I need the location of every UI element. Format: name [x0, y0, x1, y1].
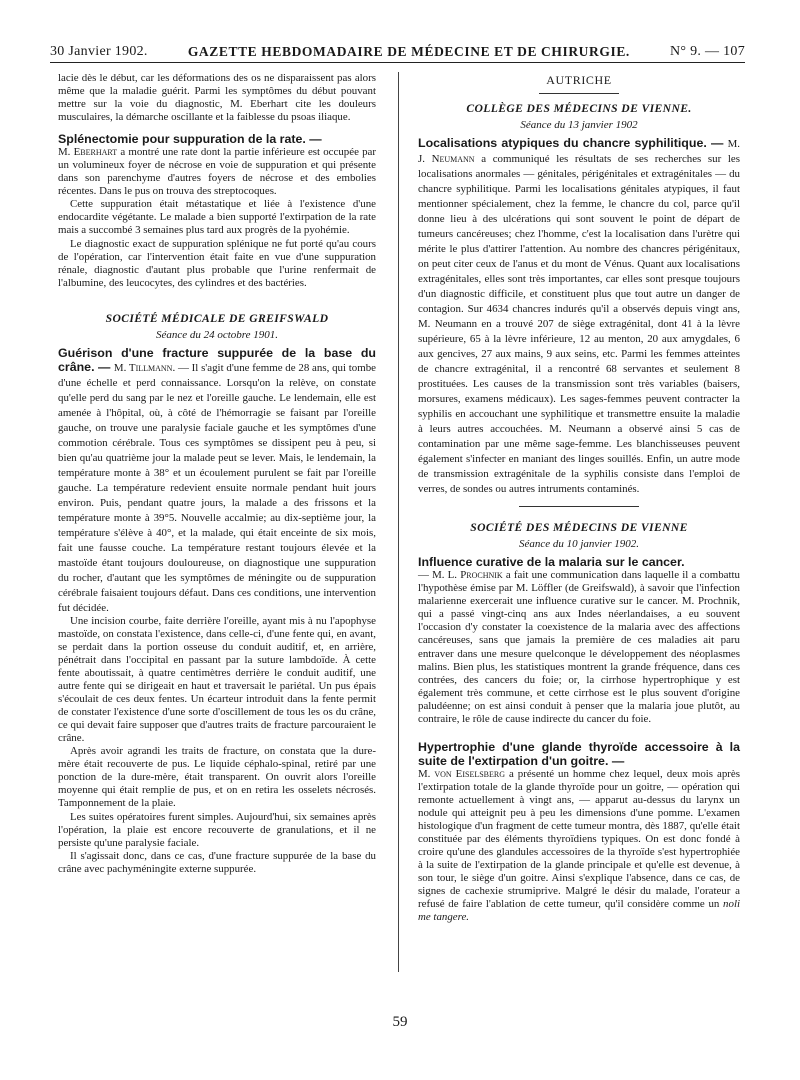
fracture-paragraph-5: Il s'agissait donc, dans ce cas, d'une fracture suppurée de la base du crâne avec pachyméningite externe suppurée. [58, 849, 376, 875]
journal-title: GAZETTE HEBDOMADAIRE DE MÉDECINE ET DE CHIRURGIE. [187, 44, 630, 59]
society-greifswald: SOCIÉTÉ MÉDICALE DE GREIFSWALD [105, 311, 329, 325]
society-medecins-vienne: SOCIÉTÉ DES MÉDECINS DE VIENNE [470, 521, 688, 535]
separator [519, 506, 639, 507]
issue-number: N° 9. — 107 [669, 44, 745, 59]
latin-phrase: noli me tangere. [418, 898, 740, 924]
author-name: M. von Eiselsberg [418, 767, 505, 780]
session-greifswald: Séance du 24 octobre 1901. [155, 328, 279, 341]
intro-paragraph: lacie dès le début, car les déformations des os ne disparaissent pas alors même que la maladie guérit. Parmi les symptômes du début pouvant mettre sur la voie du diagnostic, M. Eberhart cite les douleurs musculaires, la démarche oscillante et la faiblesse du psoas iliaque. [58, 72, 376, 124]
malaria-heading: Influence curative de la malaria sur le cancer. [418, 555, 685, 570]
splenectomy-paragraph-1: M. Eberhart a montré une rate dont la partie inférieure est occupée par un volumineux foyer de nécrose en voie de suppuration et qui présente dans son parenchyme d'autres foyers de nécrose et des embolies récentes. Dans le pus on trouva des streptocoques. [58, 146, 377, 198]
malaria-paragraph: — M. L. Prochnik a fait une communication dans laquelle il a combattu l'hypothèse émise par M. Löffler (de Greifswald), à savoir que l'infection malarienne exercerait une influence curative sur le cancer. M. Prochnik, qui a passé vingt-cinq ans aux Indes néerlandaises, a eu souvent l'occasion d'y constater la coexistence de la malaria avec des affections cancéreuses, sans que jamais la première de ces maladies ait paru entraver dans une mesure quelconque le développement des néoplasmes malins. Bien plus, les statistiques montrent la grande fréquence, dans ces contrées, des cancers du foie; or, la cirrhose hypertrophique y est également très commune, et cette cirrhose est le plus souvent d'origine paludéenne; on est ainsi conduit à penser que la malaria joue plutôt, au contraire, le rôle de cause indirecte du cancer du foie. [418, 569, 740, 725]
splenectomy-paragraph-3: Le diagnostic exact de suppuration splénique ne fut porté qu'au cours de l'opération, car l'intervention était faite en vue d'une suppuration rénale, diagnostic d'autant plus probable que l'urine renfermait de l'albumine, des leucocytes, des cylindres et des bactéries. [58, 237, 376, 289]
page-number: 59 [392, 1014, 408, 1030]
right-column [418, 72, 740, 924]
fracture-paragraph-3: Après avoir agrandi les traits de fracture, on constata que la dure-mère était recouverte de pus. Le liquide céphalo-spinal, retiré par une ponction de la dure-mère, était transparent. On ouvrit alors l'oreille moyenne qui était remplie de pus, et on en retira les osselets nécrosés. Tamponnement de la plaie. [58, 745, 376, 810]
splenectomy-heading: Splénectomie pour suppuration de la rate. — [58, 132, 322, 147]
issue-date: 30 Janvier 1902. [50, 44, 148, 59]
column-divider [398, 72, 399, 972]
running-header [50, 36, 745, 63]
author-name: M. J. Neumann [418, 138, 740, 166]
author-name: M. Tillmann. [113, 361, 176, 374]
author-name: M. Eberhart [58, 146, 118, 159]
session-college-vienne: Séance du 13 janvier 1902 [520, 119, 638, 132]
fracture-paragraph-2: Une incision courbe, faite derrière l'oreille, ayant mis à nu l'apophyse mastoïde, on constata l'existence, dans celle-ci, d'une fente qui, en avant, se perdait dans la portion osseuse du conduit auditif, et, en arrière, pénétrait dans l'occipital en passant par la suture lambdoïde. À cette fente aboutissait, à quatre centimètres derrière le conduit auditif, une autre fente qui se dirigeait en haut et traversait le pariétal. Un pus épais s'écoulait de ces deux fentes. Un écarteur introduit dans la fente permit de constater l'existence d'une sorte d'oscillement de tous les os du crâne, ce qui devait faire supposer que d'autres traits de fracture parcouraient le crâne. [58, 614, 376, 745]
session-medecins-vienne: Séance du 10 janvier 1902. [518, 538, 640, 551]
separator [539, 93, 619, 94]
splenectomy-paragraph-2: Cette suppuration était métastatique et liée à l'existence d'une endocardite végétante. Le malade a bien supporté l'extirpation de la rate mais a succombé 3 semaines plus tard aux progrès de la pyohémie. [58, 198, 376, 237]
country-heading: AUTRICHE [546, 73, 612, 87]
goitre-paragraph: M. von Eiselsberg a présenté un homme chez lequel, deux mois après l'extirpation totale de la glande thyroïde pour un goitre, — opération qui remonte actuellement à vingt ans, — apparut au-dessus du larynx un nodule qui atteignit peu à peu les dimensions d'une pomme. L'examen histologique d'un fragment de cette tumeur montra, dès 1887, qu'elle était constituée par des éléments thyroïdiens typiques. On est donc fondé à croire qu'une des glandules accessoires de la thyroïde s'est hypertrophiée à la suite de l'extirpation de la glande principale et qu'elle est devenue, à son tour, le siège d'un goitre. Ainsi s'explique l'absence, dans ce cas, de signes de cachexie strumiprive. Malgré le désir du malade, l'orateur a refusé de faire l'ablation de cette tumeur, qu'il considère comme un noli me tangere. [418, 767, 740, 924]
society-college-vienne: COLLÈGE DES MÉDECINS DE VIENNE. [466, 102, 692, 116]
author-name: — M. L. Prochnik [418, 569, 503, 582]
fracture-paragraph-4: Les suites opératoires furent simples. Aujourd'hui, six semaines après l'opération, la plaie est encore recouverte de granulations, et il ne persiste qu'une paralysie faciale. [58, 810, 376, 849]
fracture-heading: Guérison d'une fracture suppurée de la base du crâne. — M. Tillmann. — Il s'agit d'une femme de 28 ans, qui tombe d'une échelle et perd connaissance. Lorsqu'on la relève, on constate qu'elle perd du sang par le nez et l'oreille gauche. Le lendemain, elle est amenée à l'hôpital, où, à côté de l'hémorragie se faisant par l'oreille gauche, on trouve une paralysie faciale gauche et les symptômes d'une commotion cérébrale. Tous ces symptômes se dissipent peu à peu, si bien qu'au quatrième jour la malade peut se lever. Mais, le lendemain, la température monte à 38° et un écoulement purulent se fait par l'oreille gauche. La température redevient ensuite normale pendant huit jours environ. Puis, pendant quatre jours, la malade a des frissons et la température monte à 39°5. Nouvelle accalmie; au dix-septième jour, la température s'élève à 40°, et la malade, qui était enceinte de six mois, fait une fausse couche. La température restant toujours élevée et la mastoïde étant toujours douloureuse, on diagnostique une suppuration du rocher, d'autant que les symptômes de méningite ou de suppuration cérébrale faisaient toujours défaut. Dans ces conditions, une intervention fut décidée. [58, 345, 376, 614]
chancre-heading: Localisations atypiques du chancre syphilitique. — M. J. Neumann a communiqué les résultats de ses recherches sur les localisations anormales — génitales, périgénitales et extragénitales — du chancre syphilitique. Parmi les localisations génitales atypiques, il faut mentionner spécialement, chez la femme, le chancre du col, parce qu'il donne lieu à des ulcérations qui sont souvent le point de départ de tumeurs cancéreuses; chez l'homme, c'est la localisation dans l'urètre qui mérite le plus d'attirer l'attention. Au nombre des chancres périgénitaux, on peut citer ceux de l'anus et du mont de Vénus. Quant aux localisations extragénitales, elles sont très importantes, car elles sont presque toujours d'un diagnostic difficile, et constituent plus que tout autre un danger de contagion. Sur 4634 chancres indurés qu'il a observés depuis vingt ans, M. Neumann en a trouvé 207 de siège extragénital, dont 41 à la lèvre supérieure, 65 à la lèvre inférieure, 12 au menton, 20 aux amygdales, 6 aux gencives, 27 aux mains, 9 aux seins, etc. Parmi les femmes atteintes de chancre extragénital, il a rencontré 68 servantes et seulement 8 prostituées. Les causes de la transmission sont très variables (baisers, morsures, examens médicaux). Les sages-femmes peuvent contracter la syphilis en accouchant une syphilitique et transmettre ensuite la maladie à leurs autres accouchées. M. Neumann a observé ainsi 5 cas de contamination par une même sage-femme. Les blanchisseuses peuvent également s'infecter en maniant des linges souillés. Enfin, un autre mode de transmission extragénitale de la syphilis consiste dans l'emploi de verres, de sondes ou autres intruments contaminés. [418, 136, 740, 496]
left-column [58, 72, 376, 876]
goitre-heading: Hypertrophie d'une glande thyroïde accessoire à la suite de l'extirpation d'un goitre. — [418, 739, 740, 768]
